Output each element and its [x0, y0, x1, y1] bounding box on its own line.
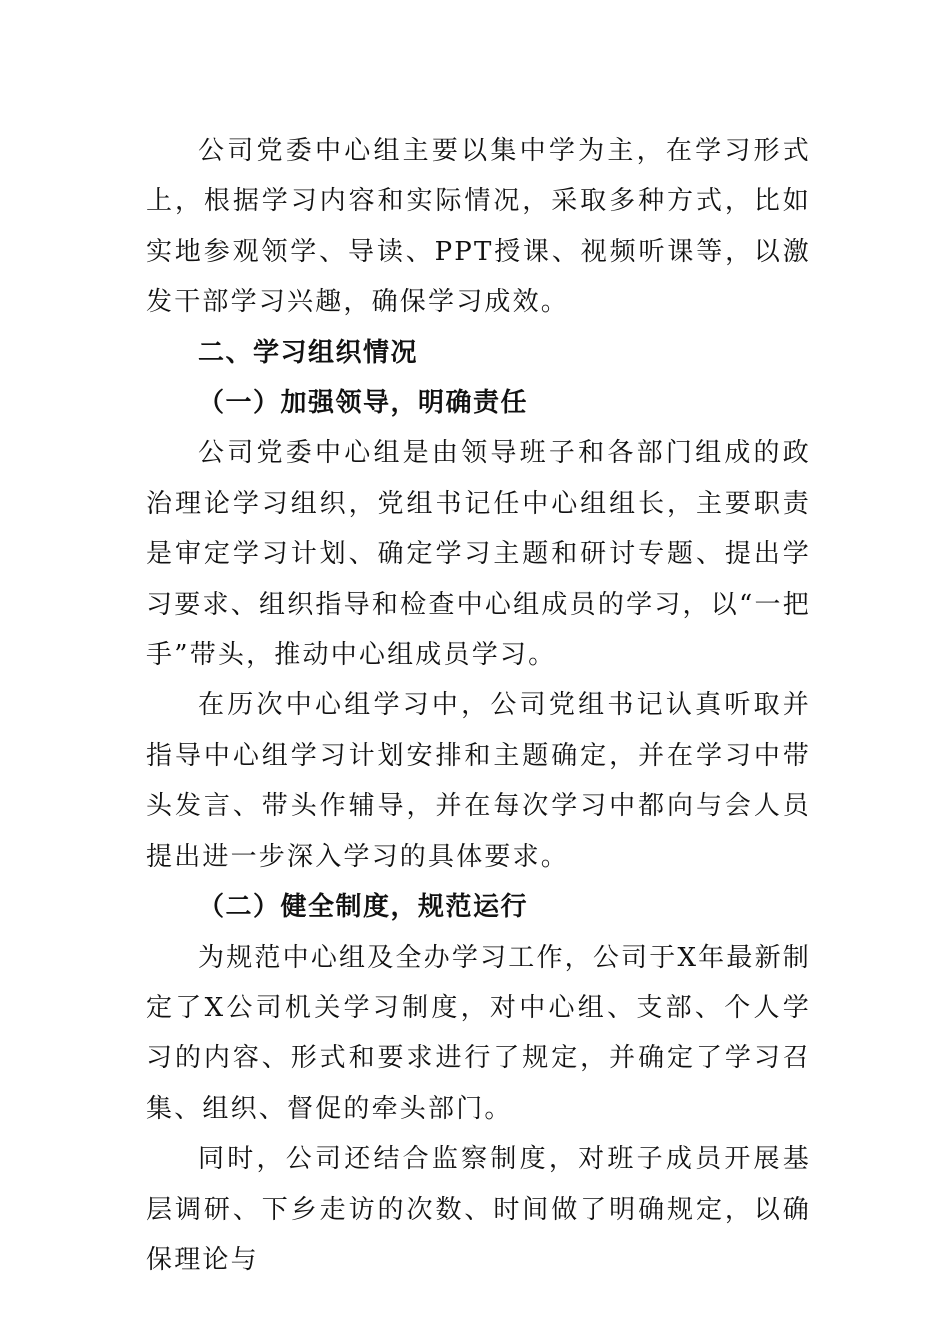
paragraph-study-rules: 为规范中心组及全办学习工作，公司于X年最新制定了X公司机关学习制度，对中心组、支部、个人学习的内容、形式和要求进行了规定，并确定了学习召集、组织、督促的牵头部门。 [146, 942, 811, 1124]
paragraph-supervision-rules: 同时，公司还结合监察制度，对班子成员开展基层调研、下乡走访的次数、时间做了明确规定，以确保理论与 [146, 1144, 811, 1275]
section-heading-study-organization: 二、学习组织情况 [198, 337, 419, 368]
paragraph-study-format: 公司党委中心组主要以集中学为主，在学习形式上，根据学习内容和实际情况，采取多种方式，比如实地参观领学、导读、PPT授课、视频听课等，以激发干部学习兴趣，确保学习成效。 [146, 136, 811, 318]
subsection-heading-systems: （二）健全制度，规范运行 [198, 892, 529, 923]
subsection-heading-leadership: （一）加强领导，明确责任 [198, 388, 529, 419]
paragraph-central-group-role: 公司党委中心组是由领导班子和各部门组成的政治理论学习组织，党组书记任中心组组长，主要职责是审定学习计划、确定学习主题和研讨专题、提出学习要求、组织指导和检查中心组成员的学习，以“一把手”带头，推动中心组成员学习。 [146, 438, 811, 671]
document-body [146, 126, 811, 1285]
paragraph-secretary-guidance: 在历次中心组学习中，公司党组书记认真听取并指导中心组学习计划安排和主题确定，并在学习中带头发言、带头作辅导，并在每次学习中都向与会人员提出进一步深入学习的具体要求。 [146, 690, 811, 872]
